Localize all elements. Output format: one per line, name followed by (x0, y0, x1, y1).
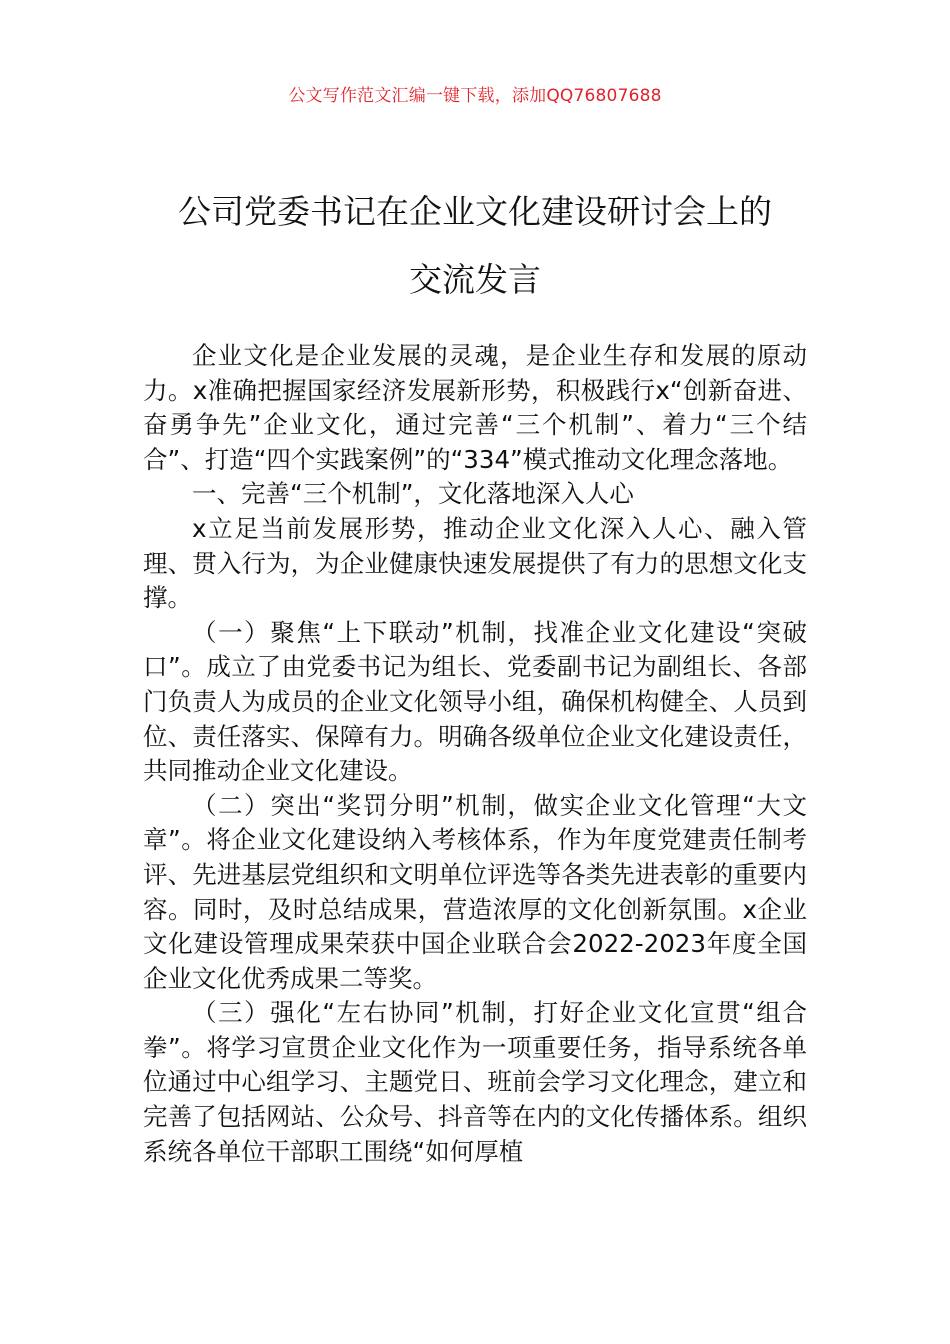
download-promo-note: 公文写作范文汇编一键下载，添加QQ76807688 (288, 86, 662, 106)
section-heading-1: 一、完善“三个机制”，文化落地深入人心 (192, 479, 634, 509)
item-3-paragraph: （三）强化“左右协同”机制，打好企业文化宣贯“组合拳”。将学习宣贯企业文化作为一项重要任务，指导系统各单位通过中心组学习、主题党日、班前会学习文化理念，建立和完善了包括网站、公众号、抖音等在内的文化传播体系。组织系统各单位干部职工围绕“如何厚植 (143, 998, 807, 1166)
document-body (143, 339, 807, 1169)
intro-paragraph: 企业文化是企业发展的灵魂，是企业生存和发展的原动力。x准确把握国家经济发展新形势，积极践行x“创新奋进、奋勇争先”企业文化，通过完善“三个机制”、着力“三个结合”、打造“四个实践案例”的“334”模式推动文化理念落地。 (143, 341, 807, 474)
title-line-2: 交流发言 (409, 260, 541, 299)
section-1-intro-paragraph: x立足当前发展形势，推动企业文化深入人心、融入管理、贯入行为，为企业健康快速发展提供了有力的思想文化支撑。 (143, 513, 807, 613)
document-title (140, 178, 810, 314)
item-1-paragraph: （一）聚焦“上下联动”机制，找准企业文化建设“突破口”。成立了由党委书记为组长、党委副书记为副组长、各部门负责人为成员的企业文化领导小组，确保机构健全、人员到位、责任落实、保障有力。明确各级单位企业文化建设责任，共同推动企业文化建设。 (143, 617, 807, 786)
item-2-paragraph: （二）突出“奖罚分明”机制，做实企业文化管理“大文章”。将企业文化建设纳入考核体系，作为年度党建责任制考评、先进基层党组织和文明单位评选等各类先进表彰的重要内容。同时，及时总结成果，营造浓厚的文化创新氛围。x企业文化建设管理成果荣获中国企业联合会2022-2023年度全国企业文化优秀成果二等奖。 (143, 790, 807, 993)
title-line-1: 公司党委书记在企业文化建设研讨会上的 (178, 192, 772, 231)
